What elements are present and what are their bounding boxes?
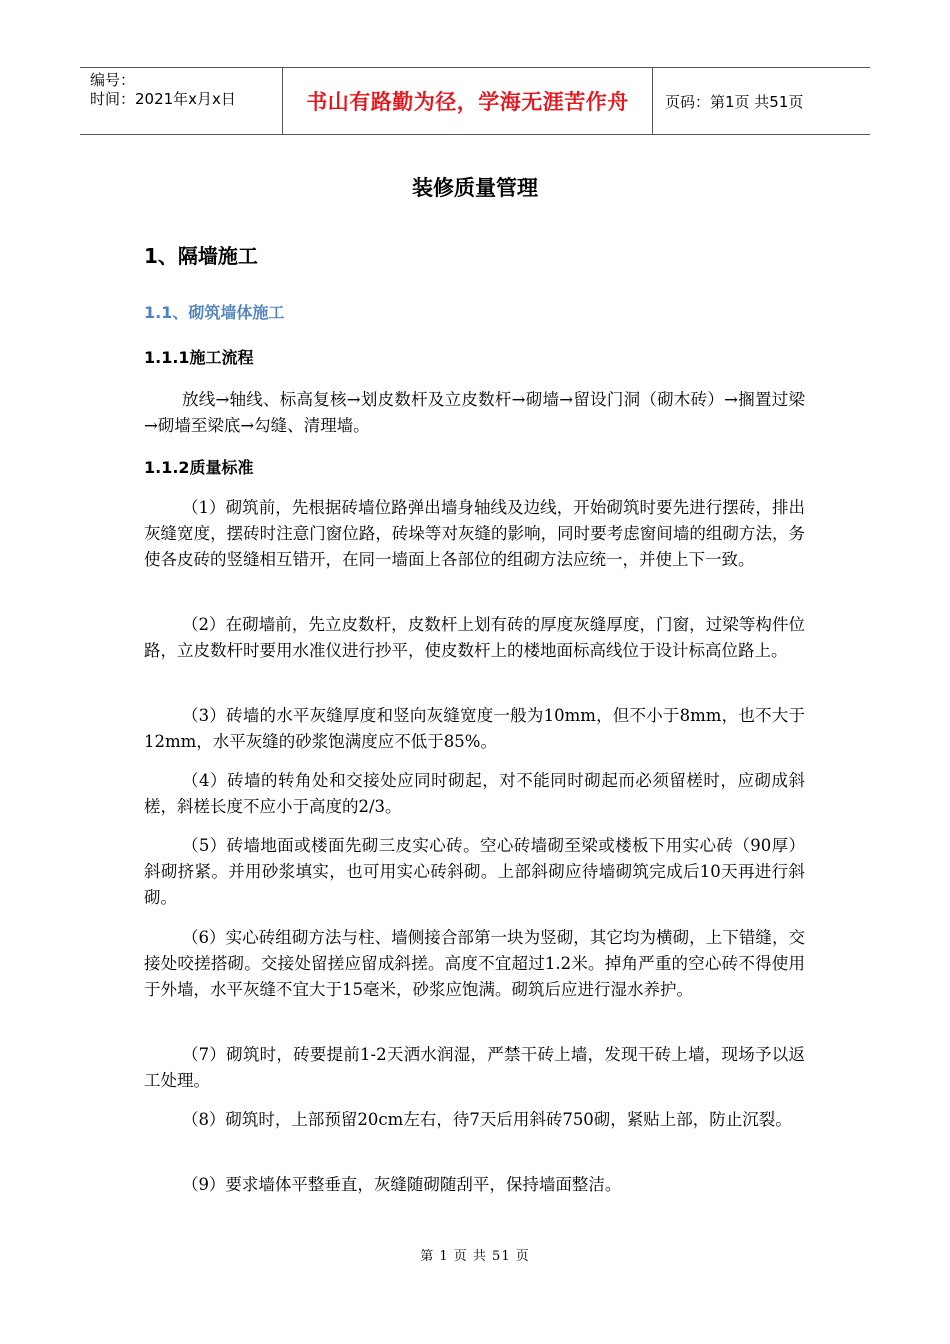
standard-item-9: （9）要求墙体平整垂直，灰缝随砌随刮平，保持墙面整洁。 xyxy=(181,1175,622,1194)
time-label: 时间：2021年x月x日 xyxy=(90,90,236,108)
page-footer: 第 1 页 共 51 页 xyxy=(420,1249,530,1264)
standard-item-4: （4）砖墙的转角处和交接处应同时砌起，对不能同时砌起而必须留槎时，应砌成斜槎，斜槎长度不应小于高度的2/3。 xyxy=(144,771,805,816)
header-page-cell xyxy=(653,68,870,134)
header-table xyxy=(80,67,870,135)
header-left-cell xyxy=(80,68,282,134)
standard-item-5: （5）砖墙地面或楼面先砌三皮实心砖。空心砖墙砌至梁或楼板下用实心砖（90厚）斜砌挤紧。并用砂浆填实，也可用实心砖斜砌。上部斜砌应待墙砌筑完成后10天再进行斜砌。 xyxy=(144,836,805,907)
standard-item-3: （3）砖墙的水平灰缝厚度和竖向灰缝宽度一般为10mm，但不小于8mm，也不大于12mm，水平灰缝的砂浆饱满度应不低于85%。 xyxy=(144,706,805,751)
standard-item-2: （2）在砌墙前，先立皮数杆，皮数杆上划有砖的厚度灰缝厚度，门窗，过梁等构件位路，立皮数杆时要用水准仪进行抄平，使皮数杆上的楼地面标高线位于设计标高位路上。 xyxy=(144,615,805,660)
page-info: 页码：第1页 共51页 xyxy=(665,92,804,111)
flow-paragraph: 放线→轴线、标高复核→划皮数杆及立皮数杆→砌墙→留设门洞（砌木砖）→搁置过梁→砌墙至梁底→勾缝、清理墙。 xyxy=(144,390,805,435)
section-heading-1: 1、隔墙施工 xyxy=(144,244,258,268)
section-heading-1-1: 1.1、砌筑墙体施工 xyxy=(144,303,285,322)
standard-item-8: （8）砌筑时，上部预留20cm左右，待7天后用斜砖750砌，紧贴上部，防止沉裂。 xyxy=(181,1110,792,1129)
standard-item-7: （7）砌筑时，砖要提前1-2天洒水润湿，严禁干砖上墙，发现干砖上墙，现场予以返工处理。 xyxy=(144,1045,805,1090)
document-title: 装修质量管理 xyxy=(412,176,538,200)
standard-item-6: （6）实心砖组砌方法与柱、墙侧接合部第一块为竖砌，其它均为横砌，上下错缝，交接处咬搓搭砌。交接处留搓应留成斜搓。高度不宜超过1.2米。掉角严重的空心砖不得使用于外墙，水平灰缝不宜大于15毫米，砂浆应饱满。砌筑后应进行湿水养护。 xyxy=(144,928,805,999)
number-label: 编号： xyxy=(90,71,136,89)
section-heading-1-1-1: 1.1.1施工流程 xyxy=(144,348,254,367)
header-motto-cell xyxy=(282,68,653,134)
section-heading-1-1-2: 1.1.2质量标准 xyxy=(144,458,254,477)
standard-item-1: （1）砌筑前，先根据砖墙位路弹出墙身轴线及边线，开始砌筑时要先进行摆砖，排出灰缝宽度，摆砖时注意门窗位路，砖垛等对灰缝的影响，同时要考虑窗间墙的组砌方法，务使各皮砖的竖缝相互错开，在同一墙面上各部位的组砌方法应统一，并使上下一致。 xyxy=(144,498,805,569)
motto-text: 书山有路勤为径，学海无涯苦作舟 xyxy=(306,90,629,114)
